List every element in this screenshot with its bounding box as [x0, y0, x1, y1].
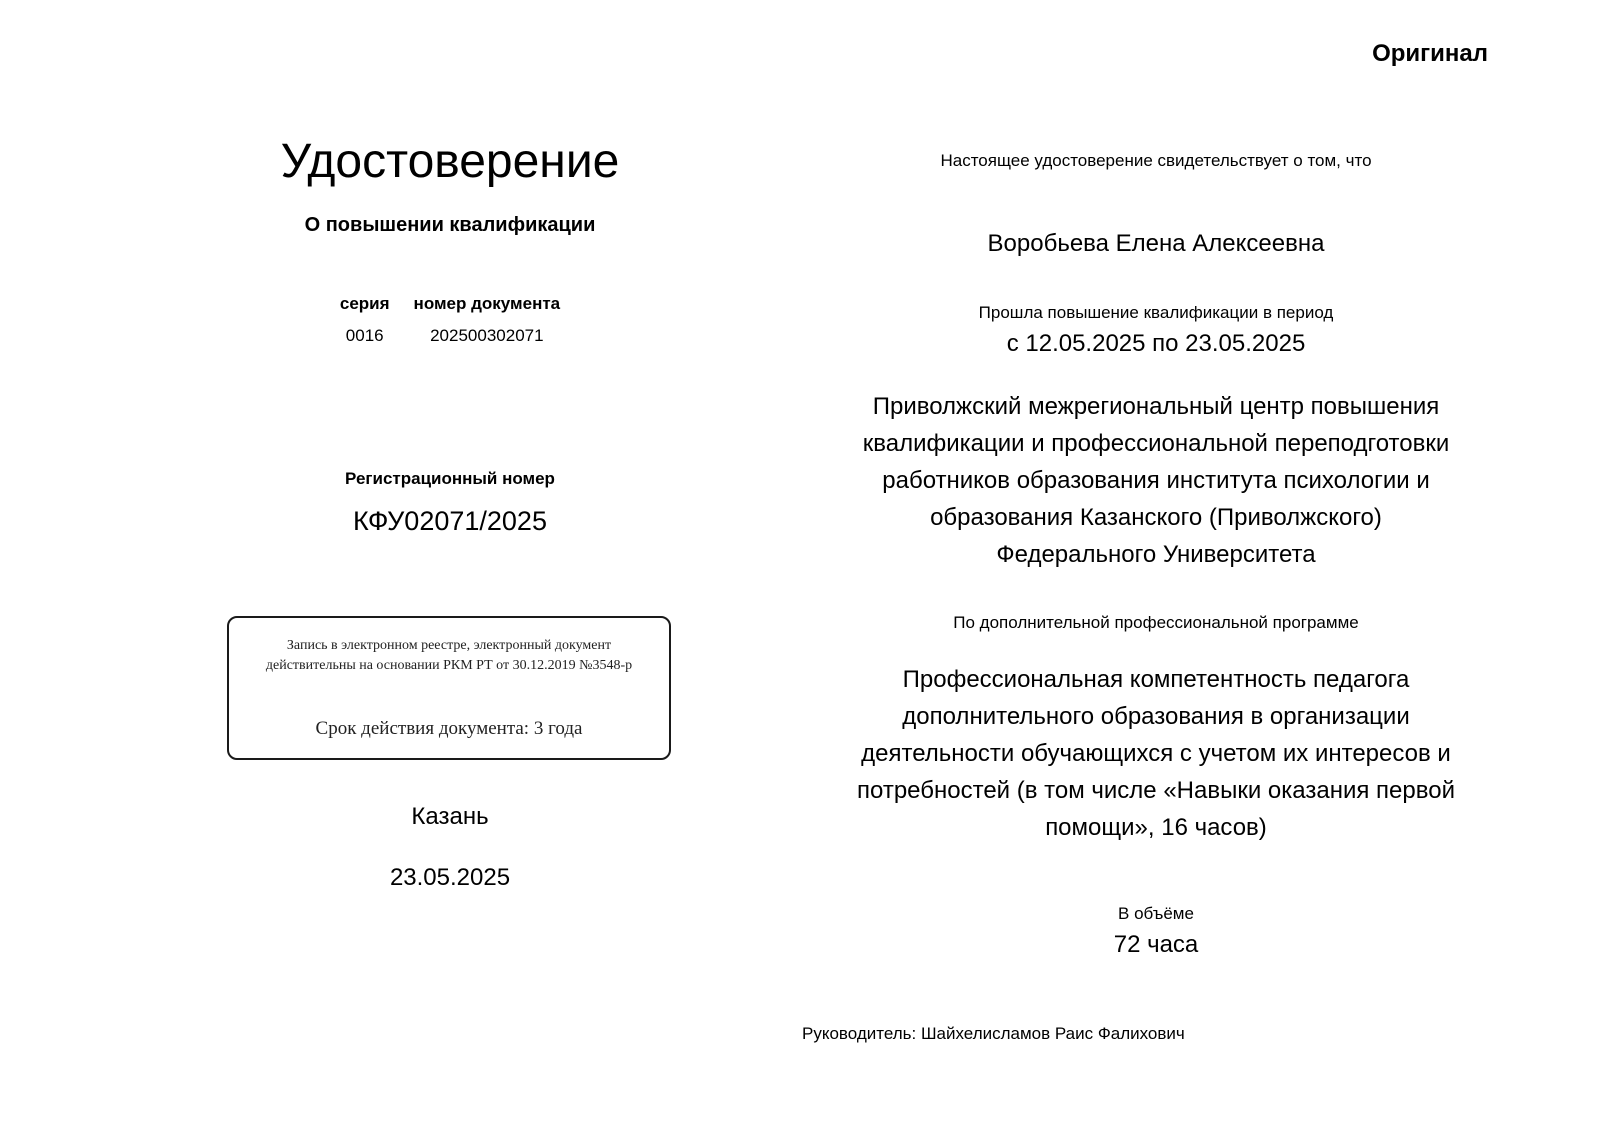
program-name-line: дополнительного образования в организации	[902, 703, 1410, 730]
program-label: По дополнительной профессиональной программе	[953, 613, 1359, 632]
series-label: серия	[339, 294, 390, 313]
registry-stamp	[227, 616, 671, 760]
program-name	[816, 661, 1496, 846]
stamp-validity: Срок действия документа: 3 года	[315, 718, 583, 739]
organization-name-line: Приволжский межрегиональный центр повышения	[872, 393, 1440, 420]
period-dates: с 12.05.2025 по 23.05.2025	[1006, 330, 1306, 357]
program-name-line: потребностей (в том числе «Навыки оказания первой	[857, 777, 1455, 804]
program-name-line: Профессиональная компетентность педагога	[902, 666, 1410, 693]
document-title: Удостоверение	[280, 135, 620, 188]
original-mark: Оригинал	[1372, 40, 1488, 67]
series-number-table	[328, 294, 572, 346]
registration-number: КФУ02071/2025	[353, 506, 547, 536]
organization-name-line: работников образования института психологии и	[882, 467, 1430, 494]
program-name-line: помощи», 16 часов)	[1045, 814, 1267, 841]
period-label: Прошла повышение квалификации в период	[978, 303, 1334, 322]
director-signature-line: Руководитель: Шайхелисламов Раис Фалихович	[802, 1024, 1185, 1043]
series-value: 0016	[345, 326, 384, 345]
issue-date: 23.05.2025	[389, 864, 511, 891]
certification-intro: Настоящее удостоверение свидетельствует о том, что	[940, 151, 1372, 170]
organization-name-line: образования Казанского (Приволжского)	[930, 504, 1382, 531]
issue-city: Казань	[411, 803, 489, 830]
document-subtitle: О повышении квалификации	[304, 214, 596, 236]
program-name-line: деятельности обучающихся с учетом их интересов и	[861, 740, 1451, 767]
doc-number-value: 202500302071	[430, 326, 544, 345]
registration-label: Регистрационный номер	[345, 469, 555, 488]
stamp-text-line: действительны на основании РКМ РТ от 30.12.2019 №3548-р	[265, 658, 633, 673]
volume-label: В объёме	[1118, 904, 1194, 923]
holder-name: Воробьева Елена Алексеевна	[987, 230, 1325, 257]
organization-name-line: Федерального Университета	[996, 541, 1316, 568]
volume-value: 72 часа	[1113, 931, 1199, 958]
stamp-text-line: Запись в электронном реестре, электронный документ	[286, 638, 612, 653]
organization-name	[816, 388, 1496, 573]
organization-name-line: квалификации и профессиональной переподготовки	[862, 430, 1450, 457]
doc-number-label: номер документа	[413, 294, 561, 313]
